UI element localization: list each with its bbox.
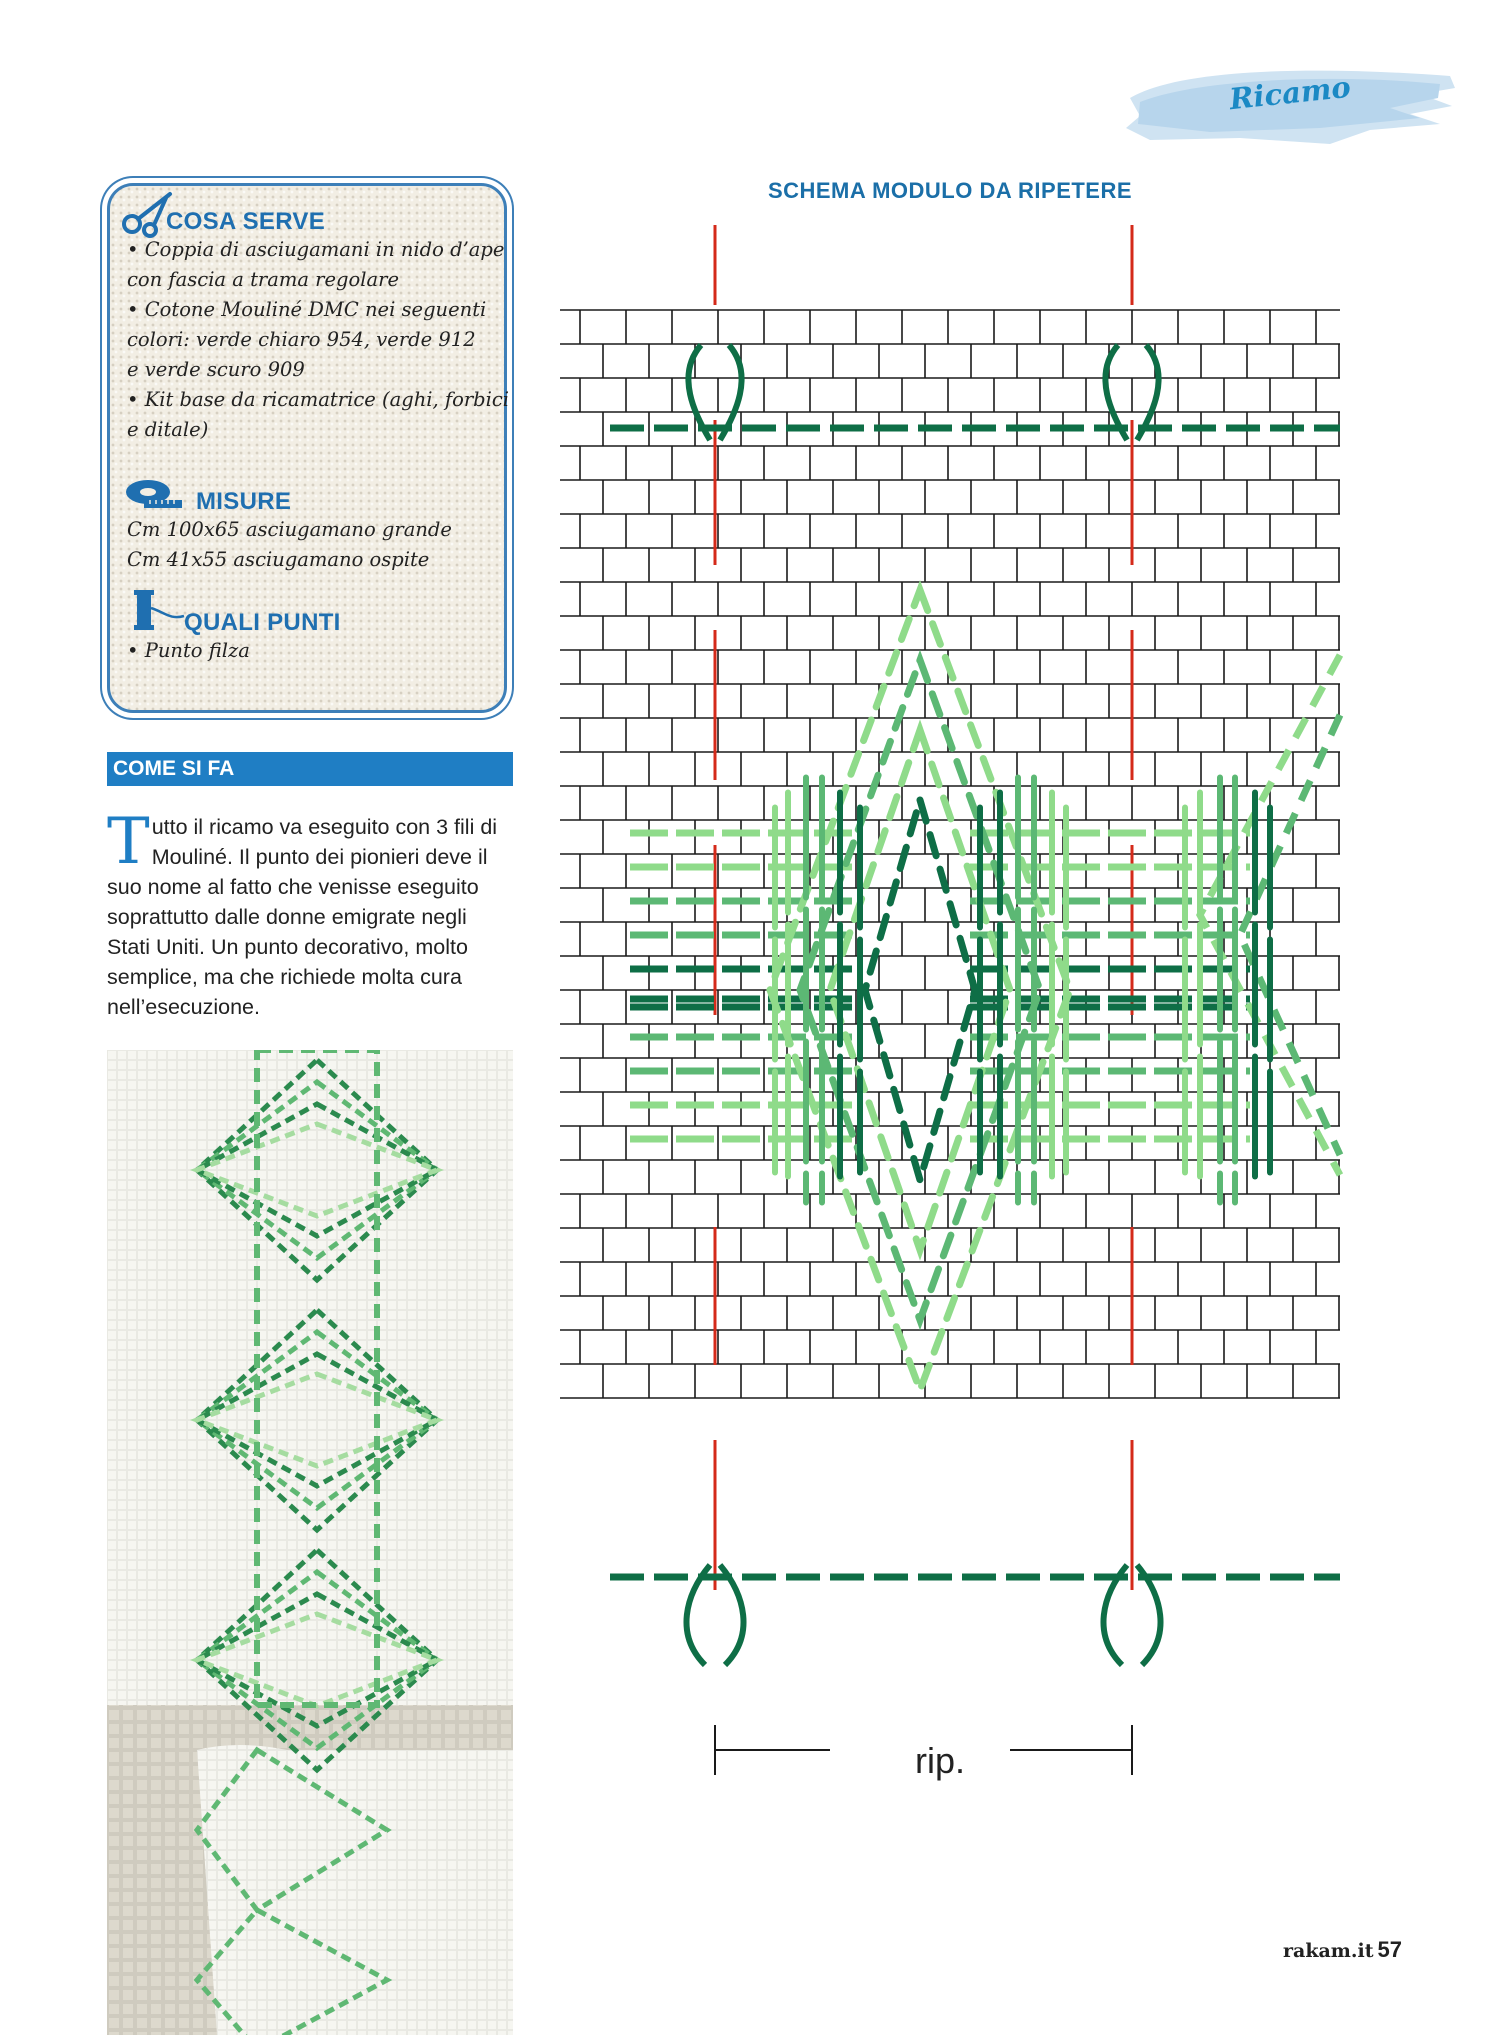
misure-line: Cm 41x55 asciugamano ospite bbox=[127, 548, 430, 571]
quali-punti-line: • Punto filza bbox=[127, 639, 250, 662]
tape-measure-icon bbox=[124, 476, 184, 512]
cosa-serve-line: e verde scuro 909 bbox=[127, 358, 305, 381]
embroidery-scheme bbox=[560, 215, 1370, 1795]
cosa-serve-line: • Kit base da ricamatrice (aghi, forbici bbox=[127, 388, 510, 411]
steps-line: soprattutto dalle donne emigrate negli bbox=[107, 905, 467, 929]
scheme-title: SCHEMA MODULO DA RIPETERE bbox=[767, 178, 1133, 203]
misure-title: MISURE bbox=[196, 488, 292, 515]
cosa-serve-line: colori: verde chiaro 954, verde 912 bbox=[127, 328, 476, 351]
scheme-grid bbox=[560, 215, 1370, 1795]
steps-line: Stati Uniti. Un punto decorativo, molto bbox=[107, 935, 468, 959]
steps-line: semplice, ma che richiede molta cura bbox=[107, 965, 462, 989]
section-tag bbox=[1120, 58, 1460, 148]
embroidered-towel-photo bbox=[107, 1050, 513, 2035]
cosa-serve-line: • Coppia di asciugamani in nido d’ape bbox=[127, 238, 505, 261]
steps-line: suo nome al fatto che venisse eseguito bbox=[107, 875, 479, 899]
cosa-serve-line: con fascia a trama regolare bbox=[127, 268, 399, 291]
steps-paragraph bbox=[107, 805, 517, 1022]
steps-line: Mouliné. Il punto dei pionieri deve il bbox=[151, 845, 488, 869]
dropcap: T bbox=[107, 805, 150, 879]
page-number: 57 bbox=[1377, 1937, 1402, 1962]
cosa-serve-line: e ditale) bbox=[127, 418, 209, 441]
towel-image bbox=[107, 1050, 513, 2035]
page-footer bbox=[1283, 1937, 1402, 1963]
misure-line: Cm 100x65 asciugamano grande bbox=[127, 518, 452, 541]
cosa-serve-line: • Cotone Mouliné DMC nei seguenti bbox=[127, 298, 487, 321]
quali-punti-title: QUALI PUNTI bbox=[184, 609, 341, 636]
steps-line: nell’esecuzione. bbox=[107, 995, 260, 1019]
thread-spool-icon bbox=[130, 586, 186, 634]
cosa-serve-text bbox=[127, 235, 510, 445]
steps-heading: COME SI FA bbox=[107, 752, 513, 786]
section-tag-label: Ricamo bbox=[1227, 69, 1353, 117]
misure-text bbox=[127, 515, 507, 575]
repeat-label: rip. bbox=[914, 1740, 965, 1781]
materials-box bbox=[107, 183, 510, 713]
cosa-serve-title: COSA SERVE bbox=[166, 208, 326, 235]
quali-punti-text bbox=[127, 636, 507, 666]
site-name: rakam.it bbox=[1283, 1940, 1374, 1962]
steps-line: utto il ricamo va eseguito con 3 fili di bbox=[151, 815, 498, 839]
